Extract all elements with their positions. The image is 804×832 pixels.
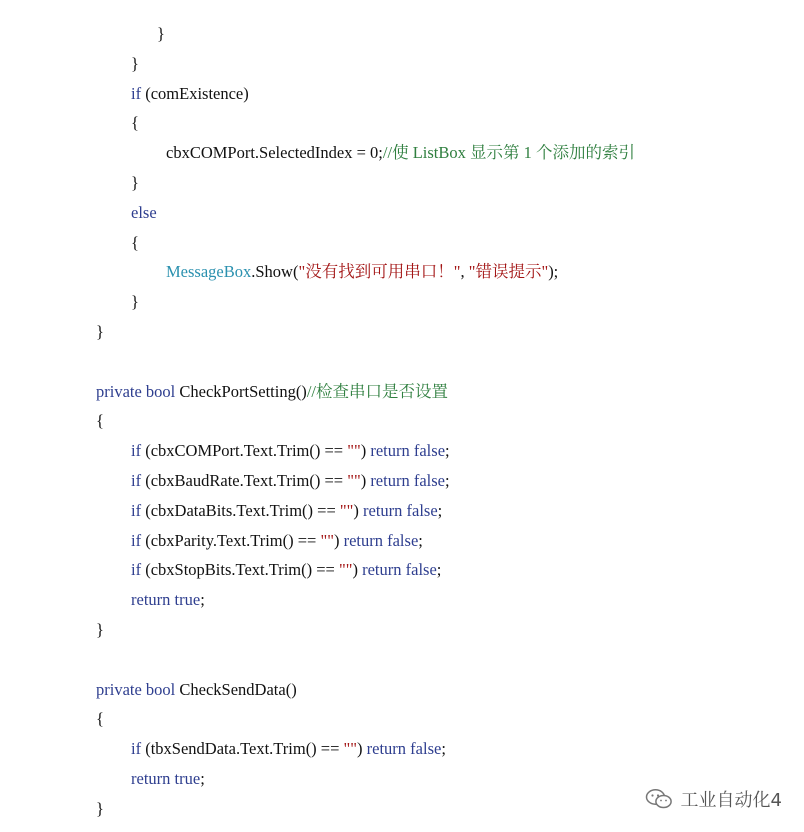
code-token: "错误提示" — [468, 262, 549, 282]
code-token: return false — [362, 560, 437, 580]
code-line — [0, 439, 450, 463]
code-token: } — [96, 798, 104, 818]
code-token: } — [96, 620, 104, 639]
code-line — [0, 111, 139, 135]
code-line — [0, 618, 104, 642]
code-token: return false — [343, 530, 419, 550]
code-token: ; — [441, 739, 446, 759]
code-token: if — [131, 471, 142, 490]
code-line — [0, 141, 635, 165]
code-token: if — [131, 560, 142, 580]
wechat-icon — [645, 788, 673, 810]
code-token: if — [131, 441, 142, 461]
code-token: ) — [353, 500, 363, 520]
code-line — [0, 380, 448, 404]
code-token: { — [131, 113, 139, 133]
code-token: private bool — [96, 381, 176, 401]
code-line — [0, 231, 139, 255]
code-line — [0, 409, 104, 433]
code-token: (cbxStopBits.Text.Trim() == — [141, 560, 339, 580]
code-token: private bool — [96, 679, 176, 699]
code-line — [0, 767, 205, 791]
code-token: if — [131, 500, 142, 520]
code-line — [0, 22, 165, 46]
code-token: MessageBox — [166, 262, 252, 282]
code-token: ; — [445, 441, 450, 461]
code-token: (cbxParity.Text.Trim() == — [141, 530, 321, 550]
code-token: "" — [339, 500, 354, 520]
code-token: (cbxBaudRate.Text.Trim() == — [141, 471, 348, 490]
code-line — [0, 529, 423, 553]
code-line — [0, 350, 96, 374]
code-token: return false — [366, 739, 442, 759]
code-line — [0, 499, 442, 523]
code-token: } — [131, 292, 139, 312]
code-line — [0, 648, 96, 672]
code-token: "没有找到可用串口！" — [298, 262, 461, 282]
code-token: { — [96, 411, 104, 431]
code-token: ) — [360, 471, 371, 490]
code-token: CheckPortSetting() — [175, 381, 307, 401]
code-token: cbxCOMPort.SelectedIndex = 0; — [166, 143, 383, 163]
code-line — [0, 678, 297, 702]
code-token: (cbxCOMPort.Text.Trim() == — [141, 441, 348, 461]
code-token: ) — [333, 530, 344, 550]
watermark — [645, 786, 782, 812]
watermark-text: 工业自动化4 — [680, 790, 782, 811]
code-line — [0, 588, 205, 612]
code-token: ); — [548, 262, 559, 282]
code-token: ; — [200, 769, 205, 788]
code-line — [0, 290, 139, 314]
code-token: ; — [418, 530, 423, 550]
code-token: else — [131, 202, 157, 222]
code-token: "" — [343, 739, 358, 759]
code-token: return false — [370, 441, 446, 461]
code-token: "" — [339, 560, 353, 580]
code-token: { — [131, 232, 139, 252]
code-token: { — [96, 709, 104, 729]
code-token: //使 ListBox 显示第 1 个添加的索引 — [382, 143, 635, 163]
code-line — [0, 320, 104, 344]
code-token: (tbxSendData.Text.Trim() == — [141, 739, 344, 759]
code-line — [0, 52, 139, 76]
code-line — [0, 558, 441, 582]
code-token: "" — [347, 471, 361, 490]
code-token: ; — [436, 560, 442, 580]
code-token: if — [131, 530, 142, 550]
code-token: "" — [347, 441, 361, 461]
code-token: return true — [131, 769, 201, 788]
code-token: } — [157, 24, 165, 43]
code-token: if — [131, 739, 142, 759]
code-token: ; — [437, 500, 443, 520]
code-token: (cbxDataBits.Text.Trim() == — [141, 500, 340, 520]
code-line — [0, 737, 446, 761]
code-token: , — [460, 262, 469, 282]
code-token: return true — [131, 590, 201, 610]
code-token: "" — [320, 530, 334, 550]
code-token: if — [131, 83, 142, 103]
code-token: ; — [444, 471, 450, 490]
code-line — [0, 82, 249, 106]
code-line — [0, 797, 104, 821]
code-token: } — [131, 53, 139, 73]
code-token: ) — [360, 441, 371, 461]
code-line — [0, 469, 450, 493]
code-token: return false — [370, 471, 445, 490]
code-token: ) — [357, 739, 367, 759]
code-token: ) — [352, 560, 363, 580]
code-token: } — [131, 173, 139, 192]
code-token: //检查串口是否设置 — [306, 381, 448, 401]
code-line — [0, 201, 157, 225]
code-token: (comExistence) — [141, 83, 249, 103]
code-line — [0, 707, 104, 731]
code-token: } — [96, 322, 104, 341]
code-token: return false — [363, 500, 438, 520]
code-token: CheckSendData() — [175, 679, 297, 699]
code-line — [0, 260, 558, 284]
code-token: .Show( — [251, 262, 299, 282]
code-token: ; — [200, 590, 205, 610]
code-line — [0, 171, 139, 195]
